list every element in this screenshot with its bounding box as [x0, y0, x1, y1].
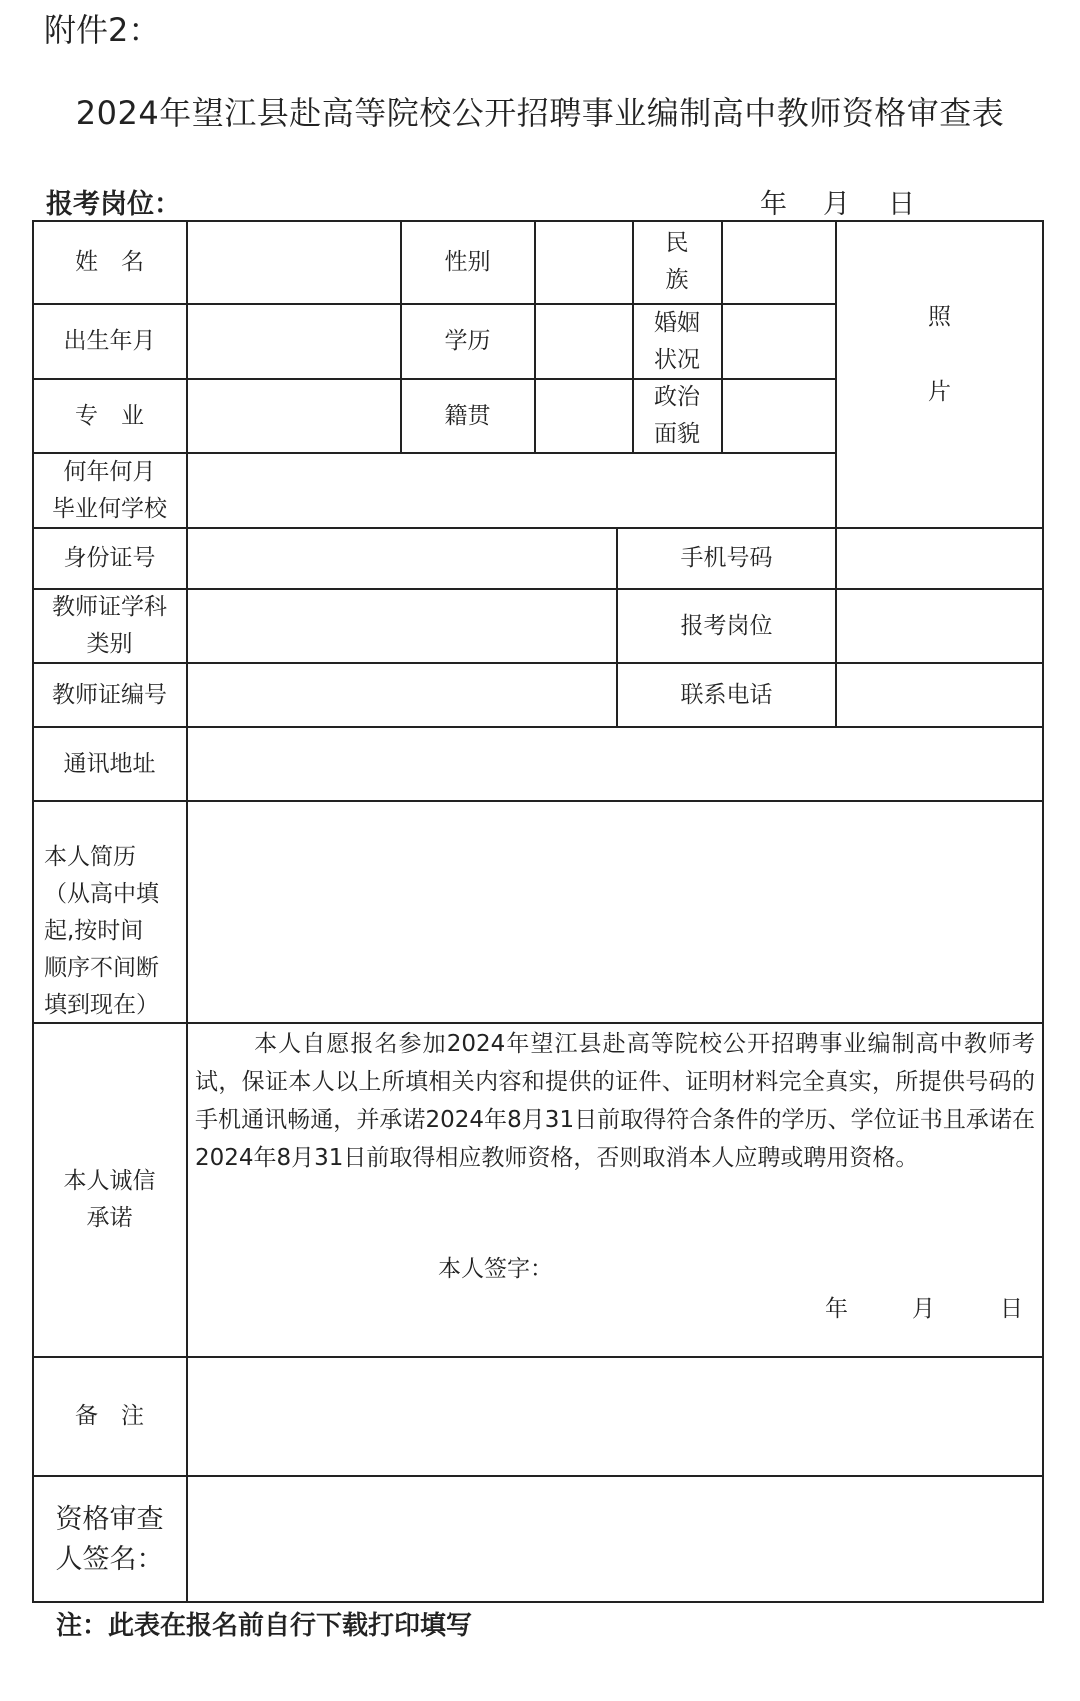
remarks-label: 备 注	[75, 1403, 144, 1429]
photo-label-line2: 片	[928, 378, 951, 405]
header-date-year: 年	[760, 189, 787, 220]
political-label-line2: 面貌	[654, 421, 700, 447]
apply-position-field[interactable]	[837, 590, 1042, 662]
signature-label: 本人签字：	[438, 1256, 553, 1282]
id-number-field[interactable]	[188, 529, 616, 588]
name-field[interactable]	[188, 222, 400, 303]
address-label: 通讯地址	[63, 750, 156, 777]
ethnicity-label-line2: 族	[665, 267, 689, 293]
ethnicity-field[interactable]	[723, 222, 835, 303]
political-status-label	[632, 379, 722, 453]
native-place-field[interactable]	[536, 380, 632, 452]
marital-label-line1: 婚姻	[654, 309, 700, 336]
pledge-date-year: 年	[825, 1296, 848, 1322]
reviewer-signature-field[interactable]	[188, 1477, 1042, 1601]
integrity-label-line2: 承诺	[86, 1205, 133, 1231]
graduation-label-line2: 毕业何学校	[52, 495, 167, 522]
name-label: 姓 名	[75, 248, 144, 275]
resume-field[interactable]	[188, 802, 1042, 1022]
marital-status-field[interactable]	[723, 305, 835, 378]
marital-label-line2: 状况	[654, 346, 700, 373]
major-field[interactable]	[188, 380, 400, 452]
integrity-pledge-label	[32, 1023, 187, 1357]
graduation-label	[32, 453, 187, 528]
marital-status-label	[632, 304, 722, 379]
gender-label: 性别	[444, 248, 491, 275]
remarks-field[interactable]	[188, 1358, 1042, 1475]
reviewer-signature-label	[32, 1476, 187, 1603]
reviewer-label-line2: 人签名：	[55, 1543, 164, 1575]
cert-subject-label-line2: 类别	[86, 631, 133, 657]
reviewer-label-line1: 资格审查	[55, 1503, 164, 1535]
contact-phone-field[interactable]	[837, 664, 1042, 726]
apply-position-label: 报考岗位	[680, 612, 773, 639]
resume-label	[32, 801, 187, 1023]
major-label: 专 业	[75, 402, 144, 429]
graduation-field[interactable]	[188, 454, 835, 527]
cert-number-label: 教师证编号	[52, 681, 167, 708]
mobile-field[interactable]	[837, 529, 1042, 588]
pledge-text	[195, 1025, 1035, 1177]
form-title: 2024年望江县赴高等院校公开招聘事业编制高中教师资格审查表	[75, 94, 1005, 132]
apply-position-header-label: 报考岗位：	[46, 189, 181, 220]
education-label: 学历	[444, 328, 491, 354]
pledge-date-month: 月	[912, 1296, 935, 1322]
cert-subject-label-line1: 教师证学科	[52, 594, 167, 620]
political-status-field[interactable]	[723, 380, 835, 452]
pledge-date-day: 日	[1000, 1296, 1023, 1322]
resume-label-line: 顺序不间断	[44, 955, 159, 981]
footer-note: 注：此表在报名前自行下载打印填写	[56, 1611, 473, 1641]
photo-label-line1: 照	[928, 303, 951, 330]
photo-box[interactable]	[837, 222, 1042, 527]
mobile-label: 手机号码	[680, 545, 773, 571]
resume-label-line: 起,按时间	[44, 918, 144, 944]
ethnicity-label-line1: 民	[665, 230, 689, 256]
birth-field[interactable]	[188, 305, 400, 378]
contact-phone-label: 联系电话	[680, 681, 773, 708]
native-place-label: 籍贯	[444, 402, 491, 429]
education-field[interactable]	[536, 305, 632, 378]
integrity-label-line1: 本人诚信	[63, 1168, 156, 1194]
pledge-paragraph: 本人自愿报名参加2024年望江县赴高等院校公开招聘事业编制高中教师考试，保证本人以上所填相关内容和提供的证件、证明材料完全真实，所提供号码的手机通讯畅通，并承诺2024年8月31日前取得符合条件的学历、学位证书且承诺在2024年8月31日前取得相应教师资格，否则取消本人应聘或聘用资格。	[195, 1031, 1035, 1171]
id-number-label: 身份证号	[63, 545, 156, 571]
resume-label-line: 填到现在）	[44, 992, 159, 1018]
header-date-month: 月	[823, 189, 850, 220]
cert-subject-label	[32, 589, 187, 663]
political-label-line1: 政治	[654, 384, 700, 410]
resume-label-line: （从高中填	[44, 881, 159, 907]
gender-field[interactable]	[536, 222, 632, 303]
address-field[interactable]	[188, 728, 1042, 800]
cert-subject-field[interactable]	[188, 590, 616, 662]
attachment-label: 附件2：	[44, 11, 161, 49]
ethnicity-label	[632, 220, 722, 304]
header-date-day: 日	[888, 189, 915, 220]
cert-number-field[interactable]	[188, 664, 616, 726]
resume-label-line: 本人简历	[44, 844, 136, 870]
graduation-label-line1: 何年何月	[63, 458, 156, 485]
birth-label: 出生年月	[63, 328, 156, 354]
